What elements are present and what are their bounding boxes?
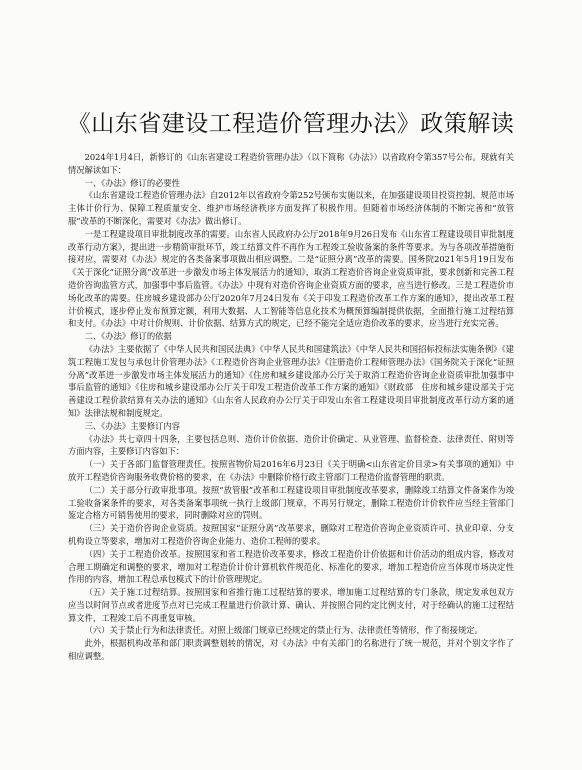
section-heading: 二、《办法》修订的依据	[84, 331, 172, 342]
section-heading: 一、《办法》修订的必要性	[84, 177, 181, 188]
body-paragraph: 此外，根据机构改革和部门职责调整划转的情况，对《办法》中有关部门的名称进行了统一规范，并对个别文字作了相应调整。	[68, 638, 514, 662]
document-title: 《山东省建设工程造价管理办法》政策解读	[67, 111, 515, 138]
body-paragraph: （一）关于各部门监督管理责任。按照省物价局2016年6月23日《关于明确<山东省定价目录>有关事项的通知》中放开工程造价咨询服务收费价格的要求，在《办法》中删除价格行政主管部门工程造价监督管理的职责。	[68, 459, 514, 482]
section-heading: 三、《办法》主要修订内容	[84, 420, 181, 431]
body-paragraph: （五）关于施工过程结算。按照国家和省推行施工过程结算的要求，增加施工过程结算的专门条款，规定发承包双方应当以时间节点或者进度节点对已完成工程量进行价款计算、确认、并按照合同约定比例支付，对于经确认的施工过程结算文件，工程竣工后不再重复审核。	[68, 587, 514, 623]
body-paragraph: （六）关于禁止行为和法律责任。对照上级部门规章已经规定的禁止行为、法律责任等情形，作了衔接规定。	[84, 625, 483, 636]
body-paragraph: （二）关于部分行政审批事项。按照“放管服”改革和工程建设项目审批制度改革要求，删除竣工结算文件备案作为竣工验收备案条件的要求，对各类备案事项统一执行上级部门规章，不再另行规定，删除工程造价计价软件应当经主管部门鉴定合格方可销售使用的要求，同时删除对应的罚则。	[68, 484, 514, 521]
body-paragraph: 《山东省建设工程造价管理办法》自2012年以省政府令第252号颁布实施以来，在加强建设项目投资控制、规范市场主体计价行为、保障工程质量安全、维护市场经济秩序方面发挥了积极作用。但随着市场经济体制的不断完善和“放管服”改革的不断深化，需要对《办法》做出修订。	[68, 190, 514, 226]
document-body	[68, 151, 514, 663]
body-paragraph: 一是工程建设项目审批制度改革的需要。山东省人民政府办公厅2018年9月26日发布《山东省工程建设项目审批制度改革行动方案》，提出进一步精简审批环节，竣工结算文件不再作为工程竣工验收备案的条件等要求。为与各项改革措施衔接对应，需要对《办法》规定的各类备案事项做出相应调整。二是“证照分离”改革的需要。国务院2021年5月19日发布《关于深化“证照分离”改革进一步激发市场主体发展活力的通知》，取消工程造价咨询企业资质审批，要求创新和完善工程造价咨询监管方式，加强事中事后监管。《办法》中现有对造价咨询企业资质方面的要求，应当进行修改。三是工程造价市场化改革的需要。住房城乡建设部办公厅2020年7月24日发布《关于印发工程造价改革工作方案的通知》，提出改革工程计价模式，逐步停止发布预算定额，利用大数据、人工智能等信息化技术为概预算编制提供依据，全面推行施工过程结算和支付。《办法》中对计价规则、计价依据、结算方式的规定，已经不能完全适应造价改革的要求，应当进行充实完善。	[68, 228, 514, 329]
body-paragraph: 《办法》共七章四十四条，主要包括总则、造价计价依据、造价计价确定、从业管理、监督检查、法律责任、附则等方面内容，主要修订内容如下：	[68, 433, 514, 457]
body-paragraph: （四）关于工程造价改革。按照国家和省工程造价改革要求，修改工程造价计价依据和计价活动的组成内容，修改对合理工期确定和调整的要求，增加对工程造价计价计算机软件规范化、标准化的要求，增加工程造价应当体现市场决定性作用的内容，增加工程总承包模式下的计价管理规定。	[68, 548, 514, 585]
body-paragraph: 《办法》主要依据了《中华人民共和国民法典》《中华人民共和国建筑法》《中华人民共和国招标投标法实施条例》《建筑工程施工发包与承包计价管理办法》《工程造价咨询企业管理办法》《注册造价工程师管理办法》《国务院关于深化“证照分离”改革进一步激发市场主体发展活力的通知》《住房和城乡建设部办公厅关于取消工程造价咨询企业资质审批加强事中事后监管的通知》《住房和城乡建设部办公厅关于印发工程造价改革工作方案的通知》《财政部 住房和城乡建设部关于完善建设工程价款结算有关办法的通知》《山东省人民政府办公厅关于印发山东省工程建设项目审批制度改革行动方案的通知》法律法规和制度规定。	[68, 343, 514, 418]
body-paragraph: 2024年1月4日，新修订的《山东省建设工程造价管理办法》（以下简称《办法》）以省政府令第357号公布。现就有关情况解读如下：	[68, 152, 514, 175]
body-paragraph: （三）关于造价咨询企业资质。按照国家“证照分离”改革要求，删除对工程造价咨询企业资质许可、执业印章、分支机构设立等要求，增加对工程造价咨询企业能力、造价工程师的要求。	[68, 523, 514, 546]
